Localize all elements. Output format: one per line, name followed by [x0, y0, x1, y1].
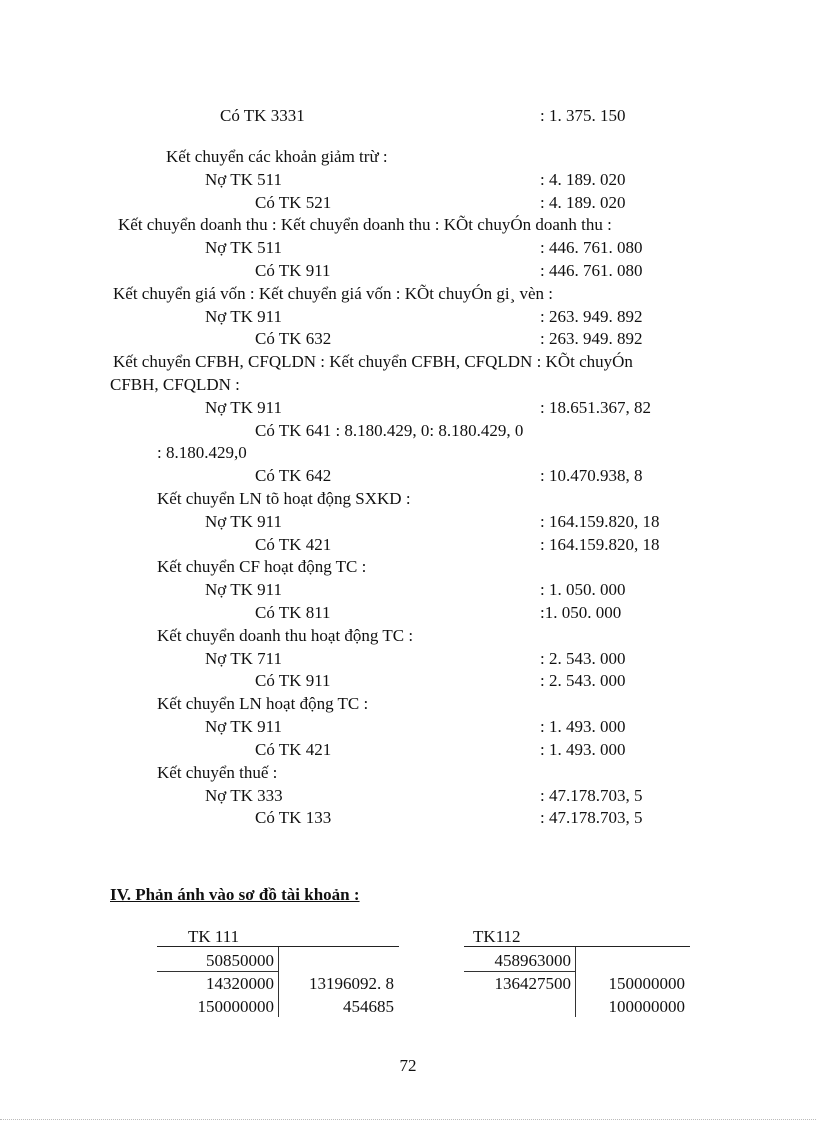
entry-account: Nợ TK 911 — [205, 398, 282, 417]
entry-amount: : 1. 493. 000 — [540, 717, 626, 736]
t-account-credit-entry: 13196092. 8 — [309, 974, 394, 993]
entry-account: Có TK 3331 — [220, 106, 305, 125]
entry-heading: Kết chuyển CF hoạt động TC : — [157, 557, 367, 576]
entry-amount: : 4. 189. 020 — [540, 170, 626, 189]
t-account-credit-entry: 454685 — [343, 997, 394, 1016]
entry-heading: Kết chuyển thuế : — [157, 763, 278, 782]
t-account-credit-entry: 150000000 — [608, 974, 685, 993]
entry-account: Nợ TK 911 — [205, 512, 282, 531]
entry-amount: : 1. 493. 000 — [540, 740, 626, 759]
t-account-debit-entry: 14320000 — [206, 974, 274, 993]
entry-account: Có TK 911 — [255, 671, 331, 690]
t-account-112 — [464, 927, 690, 1022]
entry-account: Có TK 421 — [255, 740, 332, 759]
t-account-debit-entry: 150000000 — [197, 997, 274, 1016]
entry-account: Nợ TK 333 — [205, 786, 283, 805]
entry-amount: : 164.159.820, 18 — [540, 512, 660, 531]
entry-account: Có TK 133 — [255, 808, 332, 827]
t-account-title: TK 111 — [188, 927, 240, 946]
entry-account: Nợ TK 511 — [205, 238, 282, 257]
entry-heading: Kết chuyển LN tõ hoạt động SXKD : — [157, 489, 411, 508]
entry-account: Có TK 632 — [255, 329, 332, 348]
entry-amount: : 164.159.820, 18 — [540, 535, 660, 554]
section-heading: IV. Phản ánh vào sơ đồ tài khoản : — [110, 885, 360, 904]
entry-account: Có TK 641 : 8.180.429, 0: 8.180.429, 0 — [255, 421, 524, 440]
entry-amount: : 47.178.703, 5 — [540, 808, 643, 827]
entry-account: Nợ TK 911 — [205, 580, 282, 599]
t-account-opening-balance: 50850000 — [206, 951, 274, 970]
entry-account: Có TK 911 — [255, 261, 331, 280]
entry-account: Nợ TK 711 — [205, 649, 282, 668]
page-number: 72 — [399, 1056, 417, 1075]
t-account-opening-balance: 458963000 — [494, 951, 571, 970]
entry-amount: : 10.470.938, 8 — [540, 466, 643, 485]
t-account-top-line — [464, 946, 690, 947]
t-account-balance-line — [464, 971, 575, 972]
entry-amount: : 446. 761. 080 — [540, 261, 643, 280]
entry-account: Có TK 642 — [255, 466, 332, 485]
entry-amount: :1. 050. 000 — [540, 603, 622, 622]
t-account-debit-entry: 136427500 — [494, 974, 571, 993]
entry-heading: Kết chuyển doanh thu : Kết chuyển doanh thu : KÕt chuyÓn doanh thu : — [118, 215, 612, 234]
entry-amount: : 1. 375. 150 — [540, 106, 626, 125]
t-account-divider — [278, 947, 279, 1017]
t-account-title: TK112 — [473, 927, 521, 946]
entry-account: Nợ TK 511 — [205, 170, 282, 189]
entry-amount: : 1. 050. 000 — [540, 580, 626, 599]
entry-amount: : 446. 761. 080 — [540, 238, 643, 257]
entry-account: Có TK 521 — [255, 193, 332, 212]
entry-heading: Kết chuyển giá vốn : Kết chuyển giá vốn : KÕt chuyÓn gi¸ vèn : — [113, 284, 554, 303]
entry-heading: Kết chuyển CFBH, CFQLDN : Kết chuyển CFBH, CFQLDN : KÕt chuyÓn — [113, 352, 633, 371]
entry-amount: : 47.178.703, 5 — [540, 786, 643, 805]
entry-heading: CFBH, CFQLDN : — [110, 375, 240, 394]
entry-account: Nợ TK 911 — [205, 307, 282, 326]
entry-amount: : 8.180.429,0 — [157, 443, 247, 462]
t-account-balance-line — [157, 971, 278, 972]
entry-account: Nợ TK 911 — [205, 717, 282, 736]
t-account-divider — [575, 947, 576, 1017]
entry-heading: Kết chuyển các khoản giảm trừ : — [166, 147, 388, 166]
entry-heading: Kết chuyển LN hoạt động TC : — [157, 694, 369, 713]
entry-amount: : 2. 543. 000 — [540, 671, 626, 690]
entry-account: Có TK 421 — [255, 535, 332, 554]
page-bottom-border — [0, 1119, 816, 1120]
t-account-111 — [157, 927, 399, 1022]
entry-amount: : 18.651.367, 82 — [540, 398, 651, 417]
entry-amount: : 263. 949. 892 — [540, 307, 643, 326]
entry-heading: Kết chuyển doanh thu hoạt động TC : — [157, 626, 414, 645]
entry-account: Có TK 811 — [255, 603, 331, 622]
entry-amount: : 263. 949. 892 — [540, 329, 643, 348]
entry-amount: : 2. 543. 000 — [540, 649, 626, 668]
t-account-credit-entry: 100000000 — [608, 997, 685, 1016]
entry-amount: : 4. 189. 020 — [540, 193, 626, 212]
